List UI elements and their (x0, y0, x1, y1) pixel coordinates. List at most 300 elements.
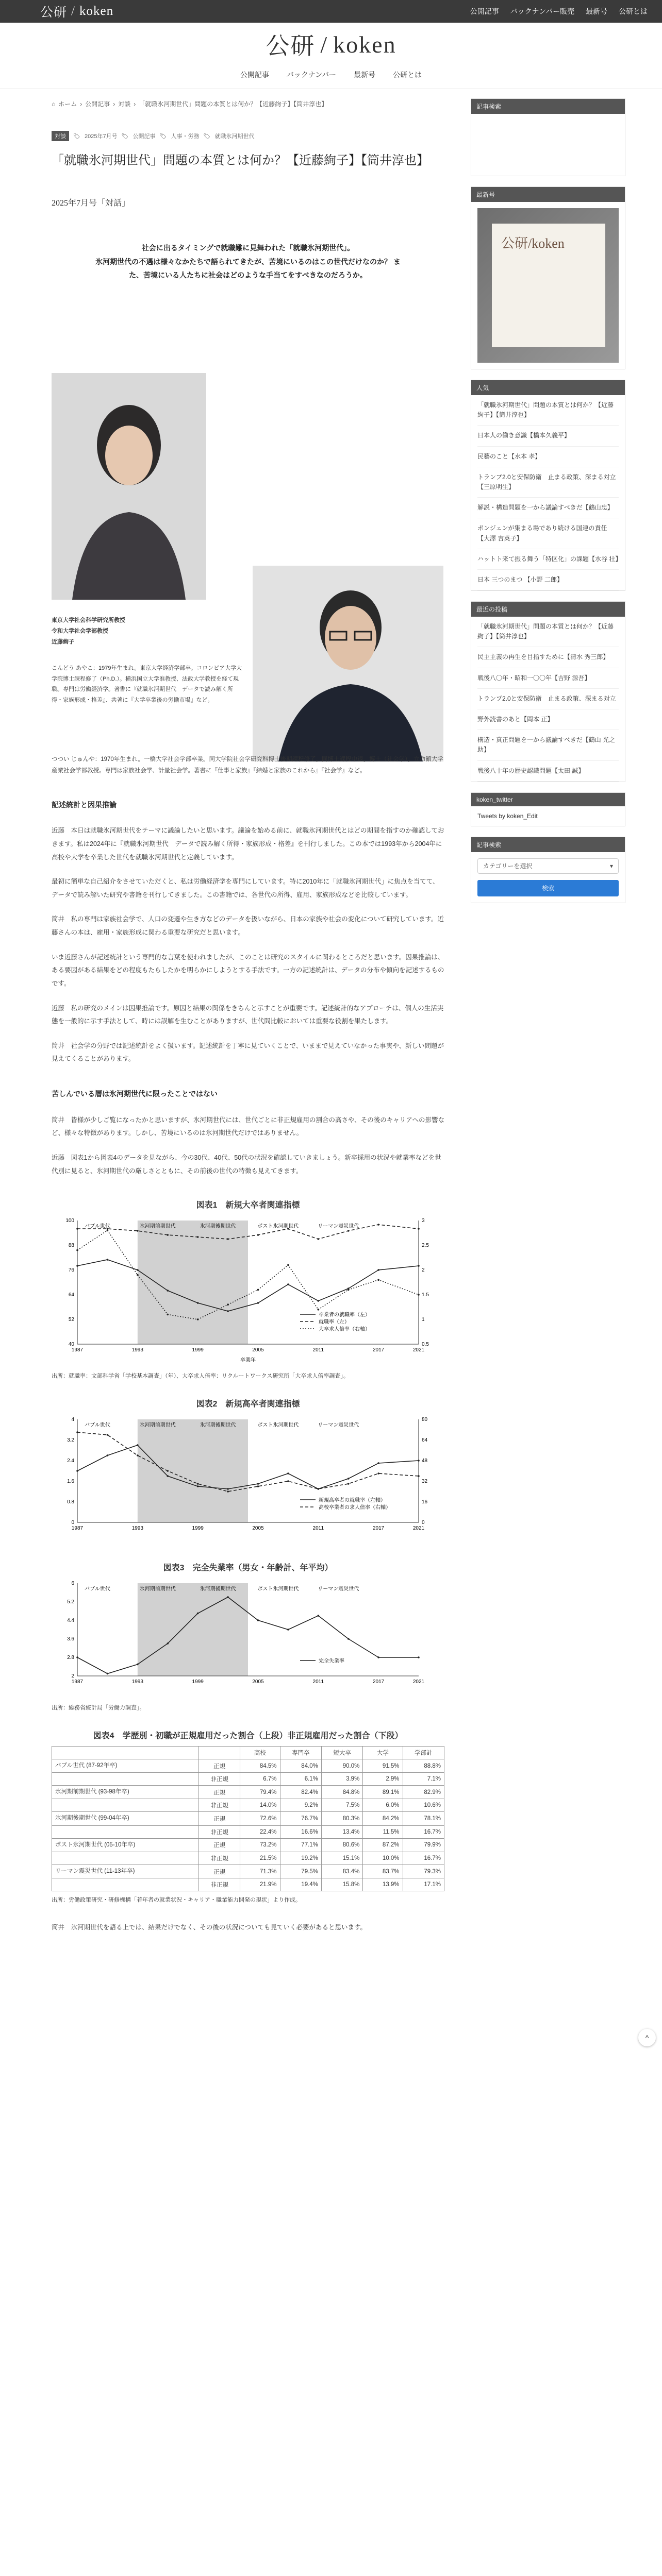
data-point (257, 1234, 259, 1236)
tag-link[interactable]: 2025年7月号 (84, 133, 118, 140)
breadcrumb-separator-icon: › (113, 100, 115, 108)
widget-heading: 人気 (471, 380, 625, 395)
table-cell: 83.4% (321, 1865, 362, 1878)
table-cell-generation: リーマン震災世代 (11-13年卒) (52, 1865, 199, 1878)
data-point (76, 1249, 78, 1251)
y-tick-label: 100 (65, 1218, 74, 1224)
era-annotation: バブル世代 (85, 1422, 110, 1429)
y-tick-label-right: 16 (422, 1499, 428, 1505)
table-row (52, 1825, 444, 1838)
data-point (347, 1289, 350, 1291)
data-point (287, 1480, 289, 1482)
mainnav-about[interactable]: 公研とは (393, 71, 422, 79)
table-header-cell (198, 1746, 240, 1759)
figure-1 (52, 1198, 444, 1382)
photo-tsutsui (253, 566, 443, 761)
bio-role: 令和大学社会学部教授 (52, 628, 108, 634)
table-cell-kind: 正規 (198, 1865, 240, 1878)
data-point (197, 1236, 199, 1238)
y-tick-label: 88 (68, 1243, 74, 1249)
y-tick-label-right: 64 (422, 1437, 428, 1444)
x-tick-label: 2005 (252, 1347, 264, 1353)
figure-title: 図表4 学歴別・初職が正規雇用だった割合（上段）非正規雇用だった割合（下段） (93, 1731, 403, 1740)
table-cell-generation: 氷河期後期世代 (99-04年卒) (52, 1812, 199, 1825)
table-cell: 79.5% (280, 1865, 321, 1878)
paragraph: 筒井 私の専門は家族社会学で、人口の変遷や生き方などのデータを扱いながら、日本の家族や社会の変化について研究しています。近藤さんの本は、雇用・家族形成に関わる重要な研究だと思います。 (52, 916, 444, 937)
table-cell: 6.1% (280, 1773, 321, 1786)
category-badge[interactable]: 対談 (52, 131, 69, 141)
legend-label: 就職率（左） (319, 1319, 350, 1326)
paragraph: 筒井 氷河期世代を語る上では、結果だけでなく、その後の状況についても見ていく必要があると思います。 (52, 1923, 367, 1931)
table-cell: 84.0% (280, 1759, 321, 1772)
table-cell: 21.5% (240, 1852, 280, 1865)
lead-line: た、苦境にいる人たちに社会はどのような手当てをすべきなのだろうか。 (129, 271, 367, 280)
topnav-public[interactable]: 公開記事 (470, 7, 499, 15)
table-cell: 13.9% (363, 1878, 403, 1891)
breadcrumb-public[interactable]: 公開記事 (85, 100, 110, 108)
data-point (107, 1434, 109, 1436)
data-point (257, 1483, 259, 1485)
data-point (317, 1615, 319, 1617)
figure-4-table (52, 1746, 444, 1891)
y-tick-label: 4 (71, 1417, 74, 1423)
table-cell: 9.2% (280, 1799, 321, 1812)
data-point (76, 1656, 78, 1658)
y-tick-label: 1.6 (67, 1479, 74, 1485)
x-tick-label: 2017 (372, 1347, 385, 1353)
era-annotation: リーマン震災世代 (318, 1586, 359, 1592)
tag-icon: 🏷 (203, 133, 211, 140)
cover-logo-kanji: 公研 (501, 236, 528, 251)
table-header-cell: 専門卒 (280, 1746, 321, 1759)
era-annotation: リーマン震災世代 (318, 1224, 359, 1230)
y-tick-label: 0.8 (67, 1499, 74, 1505)
popular-item[interactable]: 日本人の働き意識【橋本久義平】 (477, 426, 619, 446)
table-row (52, 1838, 444, 1852)
y-tick-label-right: 0 (422, 1520, 425, 1526)
figure-title: 図表1 新規大卒者関連指標 (196, 1201, 300, 1210)
mainnav-backnumber[interactable]: バックナンバー (286, 71, 337, 79)
recent-item[interactable]: 戦後八十年の歴史認識問題【太田 誠】 (477, 761, 619, 782)
table-cell-kind: 正規 (198, 1812, 240, 1825)
table-cell: 88.8% (403, 1759, 444, 1772)
table-cell: 79.4% (240, 1786, 280, 1799)
data-point (287, 1264, 289, 1266)
twitter-link[interactable]: Tweets by koken_Edit (477, 812, 538, 820)
chevron-down-icon: ▾ (609, 862, 613, 870)
table-cell: 80.3% (321, 1812, 362, 1825)
table-row (52, 1878, 444, 1891)
widget-heading: 最近の投稿 (471, 602, 625, 617)
logo-kanji: 公研 (40, 6, 68, 20)
data-point (418, 1265, 420, 1267)
mainnav-public[interactable]: 公開記事 (240, 71, 269, 79)
table-cell: 79.3% (403, 1865, 444, 1878)
table-header-cell: 大学 (363, 1746, 403, 1759)
bio-name: 近藤絢子 (52, 638, 74, 645)
home-icon: ⌂ (52, 100, 56, 108)
y-tick-label: 76 (68, 1267, 74, 1274)
data-point (137, 1454, 139, 1456)
sidebar (471, 98, 625, 913)
recent-item[interactable]: 民主主義の再生を目指すために【清水 秀三郎】 (477, 647, 619, 668)
figure-3 (52, 1561, 444, 1714)
tag-icon: 🏷 (73, 133, 80, 140)
table-row (52, 1773, 444, 1786)
recent-item[interactable]: 野外読書のあと【岡本 正】 (477, 709, 619, 730)
speaker-photos (52, 373, 444, 703)
tag-link[interactable]: 人事・労務 (171, 133, 200, 140)
table-cell: 6.7% (240, 1773, 280, 1786)
widget-heading: koken_twitter (471, 793, 625, 806)
main-nav (0, 66, 662, 83)
era-annotation: バブル世代 (85, 1224, 110, 1230)
lead-line: 氷河期世代の不遇は様々なかたちで語られてきたが、苦境にいるのはこの世代だけなのか？ ま (95, 257, 401, 266)
figure-title: 図表2 新規高卒者関連指標 (196, 1400, 300, 1409)
table-cell: 21.9% (240, 1878, 280, 1891)
y-tick-label: 6 (71, 1581, 74, 1587)
recent-item[interactable]: 「就職氷河期世代」問題の本質とは何か？【近藤絢子】【筒井淳也】 (477, 617, 619, 647)
figure-source: 出所：就職率：文部科学省「学校基本調査」（年）、大卒求人倍率：リクルートワークス研究所「大卒求人倍率調査」。 (52, 1373, 349, 1380)
article-body (52, 798, 444, 1178)
breadcrumb-separator-icon: › (134, 100, 136, 108)
data-point (107, 1454, 109, 1456)
recent-widget (471, 601, 625, 782)
legend-label: 卒業者の就職率（左） (319, 1312, 370, 1318)
logo-separator: / (71, 4, 75, 18)
breadcrumb (52, 99, 444, 108)
table-cell-kind: 非正規 (198, 1799, 240, 1812)
table-cell: 84.8% (321, 1786, 362, 1799)
popular-item[interactable]: トランプ2.0と安保防衛 止まる政策、深まる対立【三原明生】 (477, 467, 619, 498)
paragraph: 近藤 私の研究のメインは因果推論です。原因と結果の関係をきちんと示すことが重要です。記述統計的なアプローチは、個人の生活実態を一般的に示す手法として、時には誤解を生むことがありますが、世代間比較においては重要な役割を果たします。 (52, 1004, 444, 1025)
legend-label: 高校卒業者の求人倍率（右軸） (319, 1505, 391, 1511)
table-cell: 73.2% (240, 1838, 280, 1852)
table-cell: 15.1% (321, 1852, 362, 1865)
y-tick-label: 5.2 (67, 1599, 74, 1605)
table-cell: 22.4% (240, 1825, 280, 1838)
y-tick-label: 4.4 (67, 1618, 74, 1624)
y-tick-label: 40 (68, 1342, 74, 1348)
widget-heading: 最新号 (471, 187, 625, 202)
y-tick-label: 2 (71, 1673, 74, 1680)
y-tick-label: 3.6 (67, 1636, 74, 1642)
logo-latin: koken (79, 4, 114, 18)
x-tick-label: 2021 (412, 1347, 425, 1353)
table-cell: 78.1% (403, 1812, 444, 1825)
data-point (137, 1269, 139, 1271)
data-point (347, 1230, 350, 1232)
data-point (227, 1304, 229, 1306)
data-point (197, 1483, 199, 1485)
figure-2-chart (52, 1409, 444, 1543)
table-cell: 19.4% (280, 1878, 321, 1891)
tag-icon: 🏷 (159, 133, 167, 140)
table-cell-generation: ポスト氷河期世代 (05-10年卒) (52, 1838, 199, 1852)
table-row (52, 1759, 444, 1772)
recent-item[interactable]: トランプ2.0と安保防衛 止まる政策、深まる対立 (477, 689, 619, 709)
data-point (377, 1279, 379, 1281)
data-point (197, 1613, 199, 1615)
tag-link[interactable]: 公開記事 (133, 133, 156, 140)
article-body-continued (52, 1921, 444, 1935)
breadcrumb-current: 「就職氷河期世代」問題の本質とは何か？【近藤絢子】【筒井淳也】 (139, 100, 328, 108)
data-point (227, 1596, 229, 1598)
data-point (197, 1302, 199, 1304)
table-cell: 7.1% (403, 1773, 444, 1786)
era-annotation: ポスト氷河期世代 (257, 1224, 299, 1230)
table-cell-kind: 非正規 (198, 1852, 240, 1865)
table-cell-generation: 氷河期前期世代 (93-98年卒) (52, 1786, 199, 1799)
site-masthead[interactable] (0, 23, 662, 66)
table-cell-kind: 非正規 (198, 1825, 240, 1838)
table-cell-kind: 正規 (198, 1838, 240, 1852)
paragraph: 筒井 社会学の分野では記述統計をよく扱います。記述統計を丁寧に見ていくことで、いままで見えていなかった事実や、新しい問題が見えてくることがあります。 (52, 1042, 444, 1063)
select-value: カテゴリーを選択 (483, 862, 533, 870)
table-cell: 84.2% (363, 1812, 403, 1825)
popular-widget (471, 380, 625, 591)
data-point (377, 1656, 379, 1658)
table-cell: 6.0% (363, 1799, 403, 1812)
breadcrumb-separator-icon: › (80, 100, 82, 108)
paragraph: いま近藤さんが記述統計という専門的な言葉を使われましたが、このことは研究のスタイルに関わるところだと思います。因果推論は、ある要因がある結果をどの程度もたらしたかを明らかにしようとする手法です。一方の記述統計は、データの分布や傾向を記述するものです。 (52, 953, 444, 987)
y-tick-label: 64 (68, 1292, 74, 1298)
photo-kondo (52, 373, 206, 600)
y-tick-label: 2.4 (67, 1458, 74, 1464)
table-cell: 80.6% (321, 1838, 362, 1852)
mainnav-latest[interactable]: 最新号 (354, 71, 376, 79)
data-point (377, 1462, 379, 1464)
era-annotation: ポスト氷河期世代 (257, 1422, 299, 1429)
shaded-era-band (138, 1419, 248, 1522)
article-lead (52, 241, 444, 282)
data-point (76, 1470, 78, 1472)
bio-text: つつい じゅんや：1970年生まれ。一橋大学社会学部卒業。同大学院社会学研究科博士後期課程修了。同博士課程中退。博士（社会学）。立命館大学産業社会学部教授。専門は家族社会学、計量社会学。著書に『仕事と家族』『結婚と家族のこれから』『社会学』など。 (52, 756, 443, 774)
tag-link[interactable]: 就職氷河期世代 (214, 133, 255, 140)
data-point (418, 1656, 420, 1658)
paragraph: 筒井 皆様が少しご覧になったかと思いますが、氷河期世代には、世代ごとに非正規雇用の割合の高さや、その後のキャリアへの影響など、様々な特徴があります。しかし、苦境にいるのは氷河期世代だけではありません。 (52, 1116, 445, 1137)
table-cell: 11.5% (363, 1825, 403, 1838)
twitter-widget (471, 792, 625, 826)
y-tick-label: 2.8 (67, 1655, 74, 1661)
data-point (137, 1274, 139, 1276)
y-tick-label-right: 2 (422, 1267, 425, 1274)
paragraph: 近藤 本日は就職氷河期世代をテーマに議論したいと思います。議論を始める前に、就職氷河期世代とはどの期間を指すのか確認しておきます。私は2024年に『就職氷河期世代 データで読み解く所得・家族形成・格差』を刊行しました。この本では1993年から2004年に高校や大学を卒業した世代を就職氷河期世代と定義しています。 (52, 827, 444, 861)
article (52, 99, 444, 1946)
data-point (167, 1470, 169, 1472)
data-point (227, 1490, 229, 1493)
x-tick-label: 1999 (192, 1526, 204, 1532)
bio-affiliation: 東京大学社会科学研究所教授 (52, 617, 125, 623)
x-tick-label: 2011 (312, 1679, 324, 1685)
masthead-latin: koken (333, 31, 396, 58)
recent-item[interactable]: 構造・真正問題を一から議論すべきだ【鶴山 光之助】 (477, 730, 619, 760)
popular-item[interactable]: ポンジェンが集まる場であり続ける国連の責任【大澤 吉英子】 (477, 518, 619, 549)
popular-item[interactable]: ハットト来て振る舞う「特区化」の課題【水谷 壮】 (477, 549, 619, 570)
table-header-cell: 短大卒 (321, 1746, 362, 1759)
table-cell: 16.7% (403, 1825, 444, 1838)
y-tick-label-right: 48 (422, 1458, 428, 1464)
data-point (167, 1290, 169, 1292)
data-point (317, 1300, 319, 1302)
recent-list (471, 617, 625, 782)
data-point (377, 1224, 379, 1226)
latest-issue-widget (471, 187, 625, 369)
x-tick-label: 2021 (412, 1526, 425, 1532)
data-point (137, 1230, 139, 1232)
table-row (52, 1812, 444, 1825)
cover-logo-latin: koken (532, 236, 565, 251)
figure-2 (52, 1397, 444, 1546)
top-nav (470, 0, 648, 23)
data-point (347, 1638, 350, 1640)
figure-3-chart (52, 1573, 444, 1697)
table-cell: 83.7% (363, 1865, 403, 1878)
section-heading: 苦しんでいる層は氷河期世代に限ったことではない (52, 1090, 218, 1098)
search-widget-body (471, 114, 625, 176)
recent-item[interactable]: 戦後八〇年・昭和一〇〇年【吉野 源吾】 (477, 668, 619, 689)
data-point (257, 1485, 259, 1487)
data-point (418, 1475, 420, 1477)
table-cell: 10.6% (403, 1799, 444, 1812)
x-tick-label: 1993 (131, 1679, 143, 1685)
data-point (418, 1294, 420, 1296)
table-cell-kind: 正規 (198, 1759, 240, 1772)
table-header-row (52, 1746, 444, 1759)
data-point (167, 1642, 169, 1645)
data-point (107, 1673, 109, 1675)
site-logo-small[interactable] (40, 2, 113, 21)
article-issue: 2025年7月号「対話」 (52, 199, 130, 208)
data-point (167, 1234, 169, 1236)
data-point (377, 1472, 379, 1475)
y-tick-label: 3.2 (67, 1437, 74, 1444)
y-tick-label-right: 80 (422, 1417, 428, 1423)
x-tick-label: 2005 (252, 1526, 264, 1532)
data-point (107, 1259, 109, 1261)
table-cell: 89.1% (363, 1786, 403, 1799)
era-annotation: 氷河期前期世代 (139, 1586, 176, 1592)
table-cell: 7.5% (321, 1799, 362, 1812)
data-point (137, 1444, 139, 1446)
data-point (76, 1265, 78, 1267)
era-annotation: 氷河期後期世代 (200, 1422, 236, 1429)
data-point (317, 1309, 319, 1311)
back-to-top-button[interactable] (638, 2029, 656, 2046)
data-point (76, 1228, 78, 1230)
table-header-cell (52, 1746, 199, 1759)
data-point (347, 1483, 350, 1485)
submit-button[interactable]: 検索 (477, 880, 619, 896)
table-cell: 91.5% (363, 1759, 403, 1772)
table-cell: 19.2% (280, 1852, 321, 1865)
table-cell: 13.4% (321, 1825, 362, 1838)
latest-issue-cover[interactable] (477, 208, 619, 363)
table-cell-generation (52, 1852, 199, 1865)
table-row (52, 1786, 444, 1799)
popular-item[interactable]: 「就職氷河期世代」問題の本質とは何か？【近藤絢子】【筒井淳也】 (477, 395, 619, 426)
article-tags (52, 131, 444, 141)
table-cell: 15.8% (321, 1878, 362, 1891)
table-cell: 16.6% (280, 1825, 321, 1838)
era-annotation: リーマン震災世代 (318, 1422, 359, 1429)
chevron-up-icon: ^ (645, 2033, 649, 2042)
bio-kondo (52, 615, 242, 706)
table-row (52, 1799, 444, 1812)
legend-label: 新規高卒者の就職率（左軸） (319, 1498, 386, 1504)
data-point (107, 1230, 109, 1232)
paragraph: 近藤 図表1から図表4のデータを見ながら、今の30代、40代、50代の状況を確認していきましょう。新卒採用の状況や就業率などを世代別に見ると、氷河期世代の厳しさとともに、その前後の世代の特徴も見えてきます。 (52, 1154, 441, 1175)
data-point (167, 1314, 169, 1316)
era-annotation: 氷河期前期世代 (139, 1224, 176, 1230)
data-point (287, 1283, 289, 1285)
table-cell-kind: 非正規 (198, 1773, 240, 1786)
topnav-backnumber[interactable]: バックナンバー販売 (510, 7, 574, 15)
data-point (287, 1629, 289, 1631)
table-cell: 84.5% (240, 1759, 280, 1772)
table-cell: 14.0% (240, 1799, 280, 1812)
data-point (257, 1289, 259, 1291)
table-cell-generation (52, 1825, 199, 1838)
section-heading: 記述統計と因果推論 (52, 800, 117, 809)
data-point (227, 1488, 229, 1490)
data-point (197, 1318, 199, 1320)
data-point (167, 1475, 169, 1477)
cover-logo: 公研/koken (501, 236, 565, 251)
y-tick-label: 0 (71, 1520, 74, 1526)
x-axis-label: 卒業年 (240, 1358, 256, 1364)
x-tick-label: 1999 (192, 1679, 204, 1685)
era-annotation: バブル世代 (85, 1586, 110, 1592)
table-cell-generation (52, 1799, 199, 1812)
table-cell: 77.1% (280, 1838, 321, 1852)
table-cell: 90.0% (321, 1759, 362, 1772)
y-tick-label-right: 1.5 (422, 1292, 429, 1298)
x-tick-label: 2011 (312, 1526, 324, 1532)
x-tick-label: 2011 (312, 1347, 324, 1353)
table-cell: 16.7% (403, 1852, 444, 1865)
data-point (76, 1431, 78, 1433)
category-widget (471, 837, 625, 903)
breadcrumb-taidan[interactable]: 対談 (118, 100, 131, 108)
top-bar (0, 0, 662, 23)
table-cell: 10.0% (363, 1852, 403, 1865)
shaded-era-band (138, 1583, 248, 1676)
popular-item[interactable]: 解説・構造問題を一から議論すべきだ【鶴山忠】 (477, 498, 619, 518)
x-tick-label: 2017 (372, 1679, 385, 1685)
table-cell: 71.3% (240, 1865, 280, 1878)
popular-item[interactable]: 民藝のこと【水本 孝】 (477, 447, 619, 467)
cover-inner (492, 224, 605, 347)
topnav-about[interactable]: 公研とは (619, 7, 648, 15)
data-point (418, 1460, 420, 1462)
popular-item[interactable]: 日本 三つのまつ 【小野 二郎】 (477, 570, 619, 590)
widget-heading: 記事検索 (471, 837, 625, 852)
table-cell: 87.2% (363, 1838, 403, 1852)
topnav-latest[interactable]: 最新号 (586, 7, 607, 15)
breadcrumb-home[interactable]: ホーム (58, 100, 77, 108)
y-tick-label-right: 1 (422, 1317, 425, 1323)
y-tick-label-right: 32 (422, 1479, 428, 1485)
category-select[interactable] (477, 858, 619, 874)
legend-label: 完全失業率 (319, 1658, 344, 1665)
table-row (52, 1852, 444, 1865)
era-annotation: ポスト氷河期世代 (257, 1586, 299, 1592)
table-cell-kind: 正規 (198, 1786, 240, 1799)
table-header-cell: 学部計 (403, 1746, 444, 1759)
y-tick-label: 52 (68, 1317, 74, 1323)
x-tick-label: 1987 (71, 1526, 84, 1532)
